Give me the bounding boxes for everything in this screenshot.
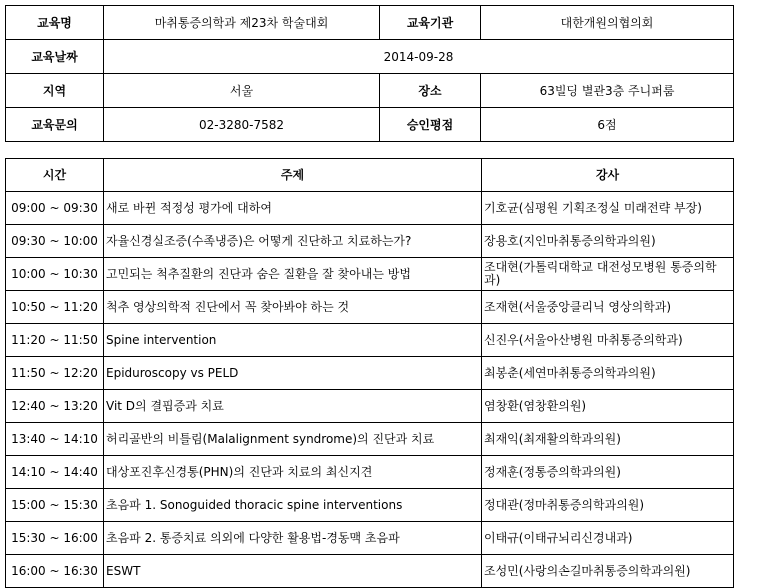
info-row-name [6, 6, 734, 40]
table-row [6, 225, 734, 258]
info-row-date [6, 40, 734, 74]
course-contact-label: 교육문의 [6, 108, 104, 142]
session-time: 13:40 ~ 14:10 [6, 423, 104, 456]
session-topic: 고민되는 척추질환의 진단과 숨은 질환을 잘 찾아내는 방법 [104, 258, 482, 291]
course-place-value: 63빌딩 별관3층 주니퍼룸 [481, 74, 734, 108]
course-date-label: 교육날짜 [6, 40, 104, 74]
session-speaker: 조성민(사랑의손길마취통증의학과의원) [482, 555, 734, 588]
table-row [6, 522, 734, 555]
session-topic: Spine intervention [104, 324, 482, 357]
session-time: 09:00 ~ 09:30 [6, 192, 104, 225]
table-row [6, 357, 734, 390]
info-row-region [6, 74, 734, 108]
session-time: 14:10 ~ 14:40 [6, 456, 104, 489]
session-topic: Vit D의 결핍증과 치료 [104, 390, 482, 423]
speaker-column-header: 강사 [482, 159, 734, 192]
table-row [6, 423, 734, 456]
table-row [6, 390, 734, 423]
table-row [6, 324, 734, 357]
session-topic: 초음파 2. 통증치료 의외에 다양한 활용법-경동맥 초음파 [104, 522, 482, 555]
session-speaker: 정재훈(정통증의학과의원) [482, 456, 734, 489]
session-topic: 대상포진후신경통(PHN)의 진단과 치료의 최신지견 [104, 456, 482, 489]
course-name-value: 마취통증의학과 제23차 학술대회 [104, 6, 380, 40]
session-speaker: 조재현(서울중앙클리닉 영상의학과) [482, 291, 734, 324]
session-speaker: 장용호(지인마취통증의학과의원) [482, 225, 734, 258]
session-topic: 척추 영상의학적 진단에서 꼭 찾아봐야 하는 것 [104, 291, 482, 324]
session-speaker: 염창환(염창환의원) [482, 390, 734, 423]
session-time: 10:00 ~ 10:30 [6, 258, 104, 291]
session-time: 15:30 ~ 16:00 [6, 522, 104, 555]
session-speaker: 이태규(이태규뇌리신경내과) [482, 522, 734, 555]
session-time: 12:40 ~ 13:20 [6, 390, 104, 423]
table-row [6, 258, 734, 291]
course-place-label: 장소 [380, 74, 481, 108]
session-topic: 허리골반의 비틀림(Malalignment syndrome)의 진단과 치료 [104, 423, 482, 456]
course-region-label: 지역 [6, 74, 104, 108]
course-date-value: 2014-09-28 [104, 40, 734, 74]
table-row [6, 192, 734, 225]
session-speaker: 최봉춘(세연마취통증의학과의원) [482, 357, 734, 390]
schedule-header-row [6, 159, 734, 192]
session-time: 15:00 ~ 15:30 [6, 489, 104, 522]
session-speaker: 기호균(심평원 기획조정실 미래전략 부장) [482, 192, 734, 225]
session-time: 11:20 ~ 11:50 [6, 324, 104, 357]
session-speaker: 최재익(최재활의학과의원) [482, 423, 734, 456]
session-speaker: 조대현(가톨릭대학교 대전성모병원 통증의학과) [482, 258, 734, 291]
session-time: 11:50 ~ 12:20 [6, 357, 104, 390]
session-speaker: 정대관(정마취통증의학과의원) [482, 489, 734, 522]
session-time: 09:30 ~ 10:00 [6, 225, 104, 258]
schedule-table [5, 158, 734, 588]
course-credit-value: 6점 [481, 108, 734, 142]
session-topic: ESWT [104, 555, 482, 588]
table-row [6, 555, 734, 588]
session-speaker: 신진우(서울아산병원 마취통증의학과) [482, 324, 734, 357]
session-topic: 새로 바뀐 적정성 평가에 대하여 [104, 192, 482, 225]
topic-column-header: 주제 [104, 159, 482, 192]
course-name-label: 교육명 [6, 6, 104, 40]
session-time: 10:50 ~ 11:20 [6, 291, 104, 324]
course-org-value: 대한개원의협의회 [481, 6, 734, 40]
course-credit-label: 승인평점 [380, 108, 481, 142]
session-topic: Epiduroscopy vs PELD [104, 357, 482, 390]
session-topic: 초음파 1. Sonoguided thoracic spine interventions [104, 489, 482, 522]
course-org-label: 교육기관 [380, 6, 481, 40]
info-row-contact [6, 108, 734, 142]
table-row [6, 291, 734, 324]
course-info-table [5, 5, 734, 142]
table-row [6, 489, 734, 522]
course-region-value: 서울 [104, 74, 380, 108]
session-time: 16:00 ~ 16:30 [6, 555, 104, 588]
session-topic: 자율신경실조증(수족냉증)은 어떻게 진단하고 치료하는가? [104, 225, 482, 258]
table-row [6, 456, 734, 489]
time-column-header: 시간 [6, 159, 104, 192]
course-contact-value: 02-3280-7582 [104, 108, 380, 142]
